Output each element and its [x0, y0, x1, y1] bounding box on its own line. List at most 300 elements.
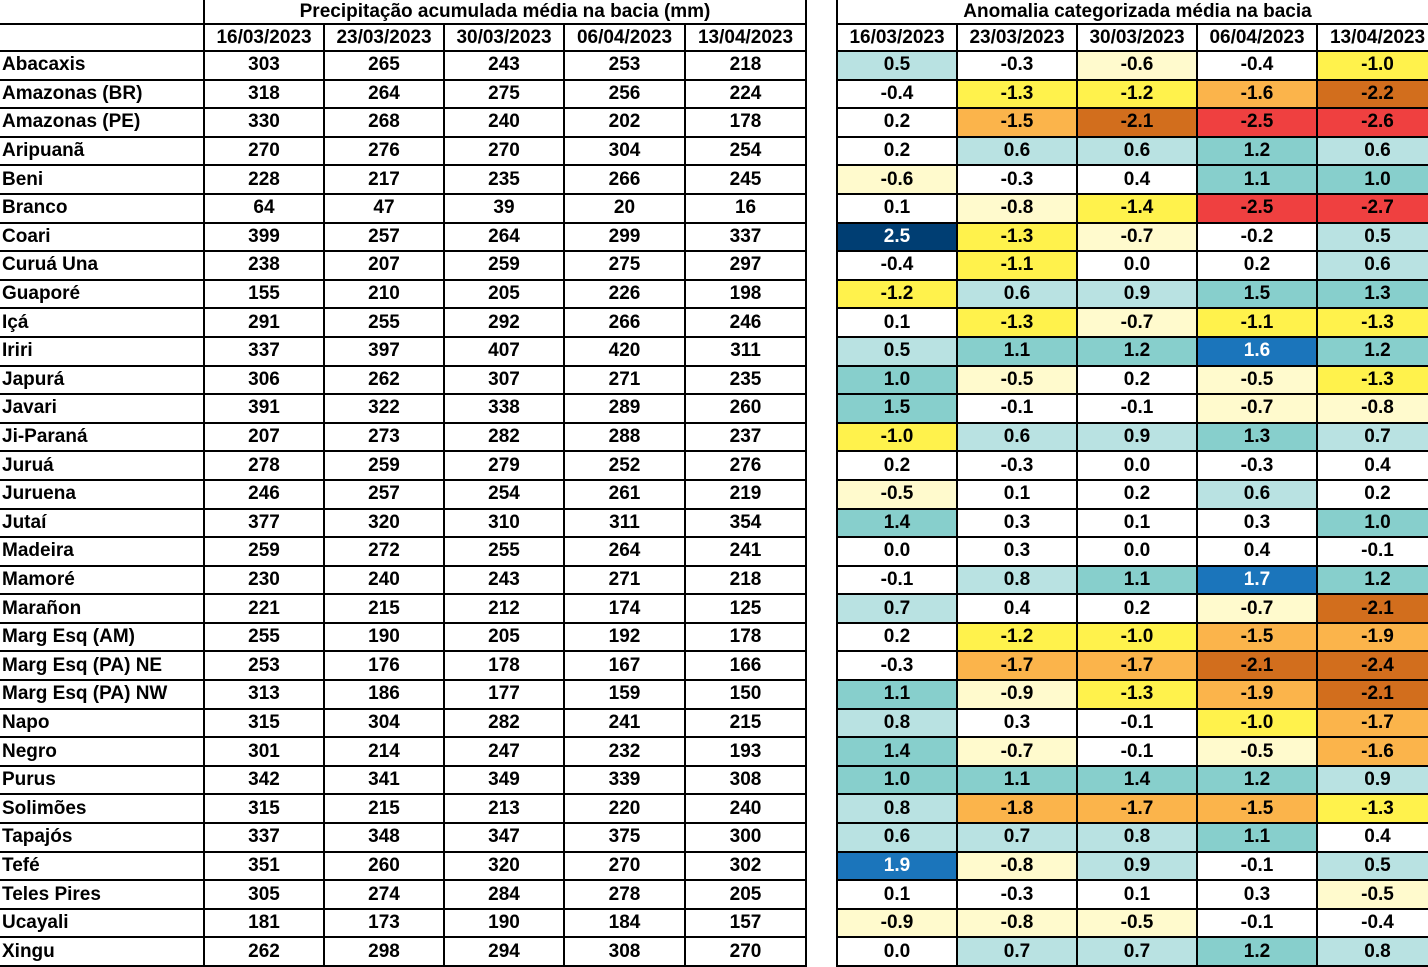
precip-cell: 292 [444, 308, 564, 337]
precip-cell: 245 [685, 165, 806, 194]
anomaly-cell: -1.1 [957, 251, 1077, 280]
precip-cell: 190 [324, 623, 444, 652]
table-row [837, 51, 1428, 80]
anomaly-cell: -1.3 [1317, 366, 1428, 395]
precip-cell: 270 [685, 937, 806, 966]
anomaly-cell: 1.4 [837, 737, 957, 766]
precip-cell: 302 [685, 852, 806, 881]
precip-cell: 265 [324, 51, 444, 80]
anomaly-cell: 0.4 [1197, 537, 1317, 566]
table-row [0, 165, 806, 194]
precip-cell: 282 [444, 423, 564, 452]
precip-cell: 193 [685, 737, 806, 766]
precip-cell: 303 [204, 51, 324, 80]
table-row [837, 909, 1428, 938]
precip-cell: 64 [204, 194, 324, 223]
anomaly-cell: -0.3 [957, 880, 1077, 909]
precip-cell: 217 [324, 165, 444, 194]
precip-cell: 259 [444, 251, 564, 280]
anomaly-cell: 0.6 [957, 137, 1077, 166]
basin-name: Juruena [0, 480, 204, 509]
basin-name: Marg Esq (PA) NW [0, 680, 204, 709]
precip-cell: 235 [685, 366, 806, 395]
anomaly-cell: -1.5 [1197, 794, 1317, 823]
anomaly-cell: -0.8 [1317, 394, 1428, 423]
anomaly-cell: -0.5 [1197, 737, 1317, 766]
precip-cell: 174 [564, 594, 685, 623]
precip-cell: 240 [324, 566, 444, 595]
precip-cell: 259 [204, 537, 324, 566]
table-row [0, 680, 806, 709]
anomaly-cell: 0.6 [837, 823, 957, 852]
precip-cell: 240 [444, 108, 564, 137]
precip-cell: 178 [444, 651, 564, 680]
precip-cell: 215 [685, 709, 806, 738]
blank-header [0, 0, 204, 24]
precip-cell: 273 [324, 423, 444, 452]
precip-cell: 288 [564, 423, 685, 452]
basin-name: Tapajós [0, 823, 204, 852]
precip-cell: 275 [444, 80, 564, 109]
precip-cell: 47 [324, 194, 444, 223]
precip-cell: 311 [564, 509, 685, 538]
precip-cell: 300 [685, 823, 806, 852]
table-row [837, 451, 1428, 480]
anomaly-cell: 0.2 [837, 108, 957, 137]
anomaly-cell: 0.6 [1317, 251, 1428, 280]
table-row [837, 423, 1428, 452]
anomaly-cell: -1.0 [837, 423, 957, 452]
precip-cell: 167 [564, 651, 685, 680]
precip-cell: 235 [444, 165, 564, 194]
anomaly-cell: 1.4 [1077, 766, 1197, 795]
table-row [0, 194, 806, 223]
precip-cell: 39 [444, 194, 564, 223]
precip-cell: 313 [204, 680, 324, 709]
basin-name: Aripuanã [0, 137, 204, 166]
table-row [837, 766, 1428, 795]
precip-cell: 342 [204, 766, 324, 795]
precip-cell: 256 [564, 80, 685, 109]
anomaly-cell: 0.6 [1317, 137, 1428, 166]
basin-name: Madeira [0, 537, 204, 566]
table-row [837, 680, 1428, 709]
precip-cell: 264 [564, 537, 685, 566]
anomaly-cell: 0.6 [957, 423, 1077, 452]
precip-cell: 252 [564, 451, 685, 480]
precip-cell: 255 [204, 623, 324, 652]
basin-name: Içá [0, 308, 204, 337]
precip-cell: 306 [204, 366, 324, 395]
table-row [837, 137, 1428, 166]
anomaly-cell: -2.7 [1317, 194, 1428, 223]
precip-cell: 178 [685, 108, 806, 137]
table-row [0, 594, 806, 623]
precip-cell: 173 [324, 909, 444, 938]
anomaly-cell: 0.0 [1077, 251, 1197, 280]
precip-cell: 276 [324, 137, 444, 166]
precip-cell: 420 [564, 337, 685, 366]
anomaly-cell: 1.0 [1317, 165, 1428, 194]
precip-cell: 237 [685, 423, 806, 452]
anomaly-cell: 0.6 [1077, 137, 1197, 166]
anomaly-cell: -1.3 [957, 80, 1077, 109]
anomaly-cell: -0.6 [1077, 51, 1197, 80]
anomaly-cell: -0.4 [837, 251, 957, 280]
anomaly-cell: -1.2 [837, 280, 957, 309]
anomaly-cell: -0.7 [1077, 308, 1197, 337]
anomaly-cell: 0.2 [1317, 480, 1428, 509]
precip-cell: 260 [685, 394, 806, 423]
anomaly-cell: 0.2 [1077, 594, 1197, 623]
precip-cell: 297 [685, 251, 806, 280]
precip-cell: 241 [685, 537, 806, 566]
anomaly-cell: -2.5 [1197, 194, 1317, 223]
anomaly-cell: 0.5 [1317, 223, 1428, 252]
anomaly-cell: -0.8 [957, 909, 1077, 938]
precip-cell: 279 [444, 451, 564, 480]
anomaly-cell: -2.1 [1077, 108, 1197, 137]
precip-cell: 254 [444, 480, 564, 509]
anomaly-cell: 1.1 [837, 680, 957, 709]
table-row [837, 108, 1428, 137]
table-row [837, 566, 1428, 595]
anomaly-cell: 1.0 [837, 366, 957, 395]
precip-cell: 254 [685, 137, 806, 166]
table-row [0, 108, 806, 137]
anomaly-cell: -0.1 [1077, 737, 1197, 766]
table-row [0, 937, 806, 966]
precip-cell: 215 [324, 594, 444, 623]
precip-cell: 232 [564, 737, 685, 766]
anomaly-cell: -0.3 [1197, 451, 1317, 480]
precip-cell: 224 [685, 80, 806, 109]
anomaly-cell: 0.8 [837, 794, 957, 823]
table-row [0, 509, 806, 538]
anomaly-cell: -0.1 [1317, 537, 1428, 566]
anomaly-cell: -1.3 [957, 308, 1077, 337]
table-row [0, 308, 806, 337]
precip-date-header: 06/04/2023 [564, 24, 685, 51]
anomaly-cell: 0.1 [957, 480, 1077, 509]
precip-cell: 339 [564, 766, 685, 795]
precip-cell: 299 [564, 223, 685, 252]
precip-cell: 275 [564, 251, 685, 280]
precip-cell: 202 [564, 108, 685, 137]
table-row [0, 852, 806, 881]
anomaly-cell: -1.7 [1077, 794, 1197, 823]
anomaly-cell: 0.1 [837, 308, 957, 337]
precip-cell: 308 [685, 766, 806, 795]
precip-cell: 259 [324, 451, 444, 480]
anomaly-cell: -2.1 [1197, 651, 1317, 680]
basin-name: Mamoré [0, 566, 204, 595]
basin-name: Iriri [0, 337, 204, 366]
anomaly-cell: 0.1 [1077, 880, 1197, 909]
precip-cell: 270 [204, 137, 324, 166]
precip-cell: 243 [444, 566, 564, 595]
precip-cell: 301 [204, 737, 324, 766]
anomaly-cell: -1.6 [1317, 737, 1428, 766]
precip-cell: 16 [685, 194, 806, 223]
anomaly-cell: 0.4 [1077, 165, 1197, 194]
anomaly-cell: 1.0 [1317, 509, 1428, 538]
anomaly-cell: -2.6 [1317, 108, 1428, 137]
precip-cell: 264 [324, 80, 444, 109]
anomaly-cell: -2.1 [1317, 594, 1428, 623]
anomaly-cell: -0.3 [957, 51, 1077, 80]
precip-cell: 375 [564, 823, 685, 852]
anomaly-cell: 0.5 [1317, 852, 1428, 881]
basin-name: Solimões [0, 794, 204, 823]
anomaly-cell: -0.9 [957, 680, 1077, 709]
precip-cell: 348 [324, 823, 444, 852]
anomaly-cell: 0.2 [1077, 480, 1197, 509]
anomaly-cell: 0.3 [1197, 509, 1317, 538]
precip-cell: 282 [444, 709, 564, 738]
anomaly-cell: -1.7 [957, 651, 1077, 680]
anomaly-cell: -0.4 [837, 80, 957, 109]
table-row [0, 737, 806, 766]
precip-title: Precipitação acumulada média na bacia (mm) [204, 0, 806, 24]
precip-date-header: 16/03/2023 [204, 24, 324, 51]
anomaly-date-header: 06/04/2023 [1197, 24, 1317, 51]
precip-cell: 272 [324, 537, 444, 566]
anomaly-cell: -0.3 [957, 451, 1077, 480]
anomaly-cell: 0.2 [837, 137, 957, 166]
precip-cell: 210 [324, 280, 444, 309]
precip-cell: 212 [444, 594, 564, 623]
table-row [0, 537, 806, 566]
anomaly-cell: 1.9 [837, 852, 957, 881]
precip-cell: 397 [324, 337, 444, 366]
precip-cell: 315 [204, 709, 324, 738]
table-row [837, 623, 1428, 652]
anomaly-table [836, 0, 1428, 967]
precip-cell: 391 [204, 394, 324, 423]
precip-cell: 322 [324, 394, 444, 423]
basin-name: Coari [0, 223, 204, 252]
table-row [0, 623, 806, 652]
precip-date-header: 13/04/2023 [685, 24, 806, 51]
table-row [0, 366, 806, 395]
table-row [0, 566, 806, 595]
precip-cell: 305 [204, 880, 324, 909]
basin-name: Abacaxis [0, 51, 204, 80]
precip-cell: 291 [204, 308, 324, 337]
basin-name: Marg Esq (PA) NE [0, 651, 204, 680]
anomaly-cell: -1.3 [1077, 680, 1197, 709]
precip-cell: 261 [564, 480, 685, 509]
anomaly-cell: 0.2 [837, 623, 957, 652]
anomaly-cell: -0.1 [1197, 852, 1317, 881]
precip-cell: 219 [685, 480, 806, 509]
anomaly-cell: -2.4 [1317, 651, 1428, 680]
anomaly-cell: -0.1 [1197, 909, 1317, 938]
anomaly-title: Anomalia categorizada média na bacia [837, 0, 1428, 24]
table-row [0, 337, 806, 366]
precip-cell: 177 [444, 680, 564, 709]
precip-cell: 341 [324, 766, 444, 795]
table-row [837, 794, 1428, 823]
anomaly-cell: -1.9 [1317, 623, 1428, 652]
anomaly-cell: -2.1 [1317, 680, 1428, 709]
anomaly-cell: 0.3 [957, 709, 1077, 738]
precip-cell: 307 [444, 366, 564, 395]
precip-cell: 338 [444, 394, 564, 423]
anomaly-cell: 0.7 [957, 823, 1077, 852]
precip-cell: 270 [444, 137, 564, 166]
precip-cell: 351 [204, 852, 324, 881]
anomaly-cell: 1.1 [957, 766, 1077, 795]
table-row [837, 337, 1428, 366]
precip-cell: 240 [685, 794, 806, 823]
precip-cell: 125 [685, 594, 806, 623]
precip-cell: 230 [204, 566, 324, 595]
anomaly-cell: 1.2 [1197, 766, 1317, 795]
table-row [837, 509, 1428, 538]
basin-name: Japurá [0, 366, 204, 395]
table-row [0, 766, 806, 795]
anomaly-cell: 1.1 [1197, 823, 1317, 852]
anomaly-cell: 0.0 [1077, 451, 1197, 480]
precip-cell: 176 [324, 651, 444, 680]
basin-name: Napo [0, 709, 204, 738]
precip-cell: 253 [204, 651, 324, 680]
anomaly-cell: -1.3 [957, 223, 1077, 252]
table-row [837, 366, 1428, 395]
precip-cell: 337 [204, 823, 324, 852]
anomaly-cell: 0.4 [1317, 823, 1428, 852]
precip-cell: 157 [685, 909, 806, 938]
precip-cell: 274 [324, 880, 444, 909]
precip-cell: 399 [204, 223, 324, 252]
precip-date-header: 30/03/2023 [444, 24, 564, 51]
precip-cell: 304 [324, 709, 444, 738]
anomaly-cell: 0.1 [1077, 509, 1197, 538]
precip-cell: 337 [204, 337, 324, 366]
table-row [0, 451, 806, 480]
anomaly-cell: -0.7 [1077, 223, 1197, 252]
anomaly-cell: 0.9 [1077, 423, 1197, 452]
basin-name: Juruá [0, 451, 204, 480]
precip-cell: 226 [564, 280, 685, 309]
anomaly-cell: 0.5 [837, 51, 957, 80]
precip-cell: 377 [204, 509, 324, 538]
anomaly-cell: -1.4 [1077, 194, 1197, 223]
precip-cell: 205 [444, 280, 564, 309]
precip-cell: 349 [444, 766, 564, 795]
anomaly-cell: 0.2 [1077, 366, 1197, 395]
anomaly-cell: 0.8 [957, 566, 1077, 595]
precip-cell: 178 [685, 623, 806, 652]
basin-name: Ji-Paraná [0, 423, 204, 452]
precip-cell: 298 [324, 937, 444, 966]
anomaly-cell: -1.8 [957, 794, 1077, 823]
anomaly-cell: 1.2 [1197, 137, 1317, 166]
precip-cell: 266 [564, 165, 685, 194]
anomaly-cell: 1.5 [837, 394, 957, 423]
anomaly-cell: 1.1 [957, 337, 1077, 366]
basin-name: Jutaí [0, 509, 204, 538]
precip-cell: 205 [444, 623, 564, 652]
anomaly-cell: 0.7 [1317, 423, 1428, 452]
precip-cell: 264 [444, 223, 564, 252]
table-row [837, 937, 1428, 966]
precip-date-header: 23/03/2023 [324, 24, 444, 51]
basin-name: Guaporé [0, 280, 204, 309]
anomaly-cell: -0.3 [837, 651, 957, 680]
table-row [837, 280, 1428, 309]
anomaly-cell: -0.5 [1197, 366, 1317, 395]
precip-cell: 294 [444, 937, 564, 966]
table-row [0, 223, 806, 252]
basin-name: Marg Esq (AM) [0, 623, 204, 652]
anomaly-cell: -1.2 [1077, 80, 1197, 109]
anomaly-cell: -1.9 [1197, 680, 1317, 709]
basin-name: Xingu [0, 937, 204, 966]
basin-name: Teles Pires [0, 880, 204, 909]
precip-cell: 166 [685, 651, 806, 680]
precip-cell: 320 [444, 852, 564, 881]
table-row [0, 137, 806, 166]
precip-cell: 155 [204, 280, 324, 309]
precip-cell: 337 [685, 223, 806, 252]
anomaly-cell: 0.8 [1077, 823, 1197, 852]
anomaly-cell: -1.1 [1197, 308, 1317, 337]
precip-cell: 318 [204, 80, 324, 109]
anomaly-cell: 0.1 [837, 880, 957, 909]
precip-cell: 241 [564, 709, 685, 738]
anomaly-cell: -1.7 [1317, 709, 1428, 738]
precip-cell: 215 [324, 794, 444, 823]
anomaly-cell: -0.9 [837, 909, 957, 938]
table-row [837, 308, 1428, 337]
anomaly-cell: 0.0 [1077, 537, 1197, 566]
table-row [0, 251, 806, 280]
precip-cell: 276 [685, 451, 806, 480]
anomaly-cell: 0.0 [837, 537, 957, 566]
anomaly-cell: -1.5 [957, 108, 1077, 137]
precip-cell: 310 [444, 509, 564, 538]
table-row [837, 537, 1428, 566]
anomaly-cell: 1.2 [1317, 337, 1428, 366]
anomaly-cell: 0.4 [1317, 451, 1428, 480]
anomaly-cell: 0.9 [1077, 852, 1197, 881]
precip-cell: 271 [564, 566, 685, 595]
table-row [837, 80, 1428, 109]
table-row [837, 880, 1428, 909]
precip-cell: 255 [324, 308, 444, 337]
anomaly-cell: 0.6 [957, 280, 1077, 309]
anomaly-cell: 0.4 [957, 594, 1077, 623]
anomaly-cell: 1.2 [1077, 337, 1197, 366]
precip-cell: 320 [324, 509, 444, 538]
table-row [837, 480, 1428, 509]
table-row [837, 651, 1428, 680]
anomaly-cell: -0.8 [957, 852, 1077, 881]
precip-cell: 347 [444, 823, 564, 852]
table-row [837, 394, 1428, 423]
anomaly-cell: -0.2 [1197, 223, 1317, 252]
anomaly-cell: -1.0 [1077, 623, 1197, 652]
table-row [0, 794, 806, 823]
anomaly-cell: -0.1 [1077, 709, 1197, 738]
precip-cell: 271 [564, 366, 685, 395]
anomaly-date-header: 23/03/2023 [957, 24, 1077, 51]
anomaly-cell: 0.3 [1197, 880, 1317, 909]
precip-cell: 186 [324, 680, 444, 709]
